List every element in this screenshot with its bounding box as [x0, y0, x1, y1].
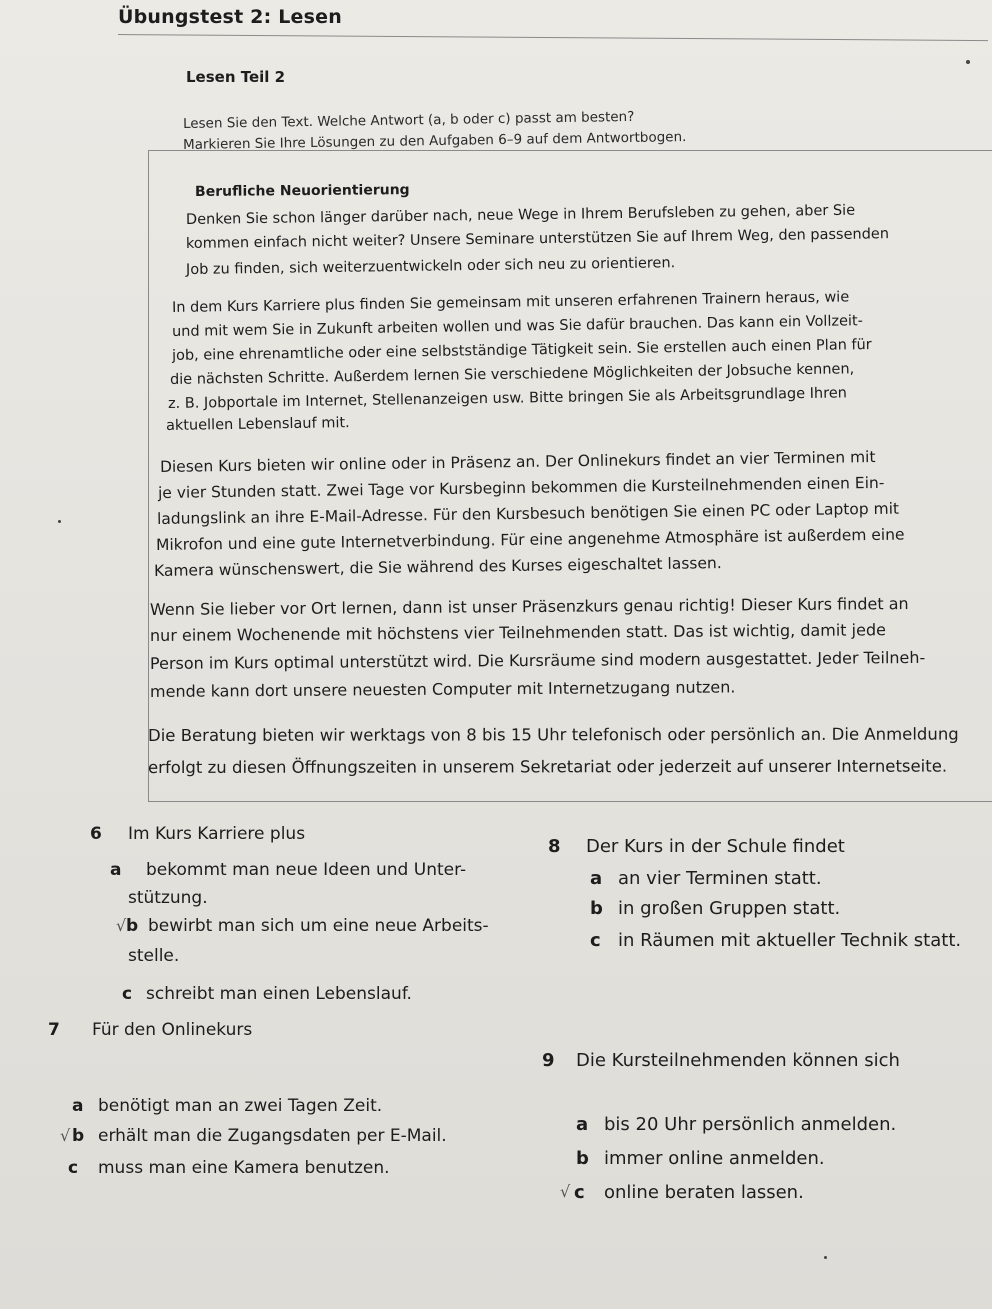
text-p3-line-1: Diesen Kurs bieten wir online oder in Präsenz an. Der Onlinekurs findet an vier Terminen mit	[159, 448, 876, 476]
text-p5-line-1: Die Beratung bieten wir werktags von 8 bis 15 Uhr telefonisch oder persönlich an. Die Anmeldung	[147, 724, 959, 745]
question-8-stem: Der Kurs in der Schule findet	[586, 836, 845, 857]
text-p3-line-4: Mikrofon und eine gute Internetverbindung. Für eine angenehme Atmosphäre ist außerdem eine	[155, 525, 905, 554]
question-8-option-b-letter: b	[590, 898, 603, 919]
text-p2-line-1: In dem Kurs Karriere plus finden Sie gemeinsam mit unseren erfahrenen Trainern heraus, wie	[171, 289, 850, 316]
question-6-option-a-line-2: stützung.	[128, 888, 208, 908]
text-p2-line-2: und mit wem Sie in Zukunft arbeiten wollen und was Sie dafür brauchen. Das kann ein Vollzeit-	[171, 313, 864, 340]
question-6-number: 6	[90, 824, 102, 844]
question-9-stem: Die Kursteilnehmenden können sich	[576, 1050, 900, 1071]
question-7-option-c: muss man eine Kamera benutzen.	[98, 1158, 390, 1178]
question-6-option-a-line-1: bekommt man neue Ideen und Unter-	[146, 860, 467, 880]
text-p3-line-5: Kamera wünschenswert, die Sie während des Kurses eigeschaltet lassen.	[153, 554, 722, 580]
section-title: Lesen Teil 2	[186, 68, 286, 86]
question-9-option-c: online beraten lassen.	[604, 1182, 804, 1203]
question-8-option-a: an vier Terminen statt.	[618, 868, 822, 889]
question-6-option-c: schreibt man einen Lebenslauf.	[146, 984, 412, 1004]
question-6-option-b-line-2: stelle.	[128, 946, 180, 966]
question-7-stem: Für den Onlinekurs	[92, 1020, 253, 1040]
text-p3-line-2: je vier Stunden statt. Zwei Tage vor Kursbeginn bekommen die Kursteilnehmenden einen Ein-	[157, 473, 885, 502]
question-9-option-b: immer online anmelden.	[604, 1148, 825, 1169]
page-title: Übungstest 2: Lesen	[118, 6, 342, 28]
question-6-option-b-line-1: bewirbt man sich um eine neue Arbeits-	[148, 916, 489, 936]
question-7-option-b-letter: b	[72, 1126, 85, 1146]
text-p4-line-3: Person im Kurs optimal unterstützt wird. Die Kursräume sind modern ausgestattet. Jeder Teilneh-	[149, 647, 926, 673]
question-9-option-c-letter: c	[574, 1182, 585, 1203]
scan-speck	[966, 60, 970, 64]
text-p1-line-1: Denken Sie schon länger darüber nach, neue Wege in Ihrem Berufsleben zu gehen, aber Sie	[185, 202, 856, 228]
handwritten-check-q7b: √	[60, 1126, 71, 1145]
text-p2-line-4: die nächsten Schritte. Außerdem lernen Sie verschiedene Möglichkeiten der Jobsuche kennen,	[169, 361, 855, 388]
question-7-option-c-letter: c	[68, 1158, 79, 1178]
text-p4-line-4: mende kann dort unsere neuesten Computer mit Internetzugang nutzen.	[149, 677, 736, 701]
text-p4-line-1: Wenn Sie lieber vor Ort lernen, dann ist unser Präsenzkurs genau richtig! Dieser Kurs findet an	[149, 594, 909, 619]
text-p5-line-2: erfolgt zu diesen Öffnungszeiten in unserem Sekretariat oder jederzeit auf unserer Internetseite.	[147, 756, 948, 777]
question-8-option-a-letter: a	[590, 868, 603, 889]
question-9-number: 9	[542, 1050, 555, 1071]
question-6-option-a-letter: a	[110, 860, 122, 880]
question-8-option-b: in großen Gruppen statt.	[618, 898, 841, 919]
text-p2-line-5: z. B. Jobportale im Internet, Stellenanzeigen usw. Bitte bringen Sie als Arbeitsgrundlage Ihren	[167, 385, 848, 412]
text-p1-line-2: kommen einfach nicht weiter? Unsere Seminare unterstützen Sie auf Ihrem Weg, den passenden	[185, 226, 890, 252]
text-title: Berufliche Neuorientierung	[194, 182, 410, 200]
question-8-option-c: in Räumen mit aktueller Technik statt.	[618, 930, 962, 951]
question-7-option-a: benötigt man an zwei Tagen Zeit.	[98, 1096, 383, 1116]
question-6-option-c-letter: c	[122, 984, 133, 1004]
text-p4-line-2: nur einem Wochenende mit höchstens vier Teilnehmenden statt. Das ist wichtig, damit jede	[149, 620, 886, 645]
question-8-number: 8	[548, 836, 561, 857]
question-9-option-a: bis 20 Uhr persönlich anmelden.	[604, 1114, 897, 1135]
question-9-option-b-letter: b	[576, 1148, 589, 1169]
instruction-line-1: Lesen Sie den Text. Welche Antwort (a, b oder c) passt am besten?	[182, 108, 635, 132]
question-7-option-b: erhält man die Zugangsdaten per E-Mail.	[98, 1126, 447, 1146]
text-p2-line-6: aktuellen Lebenslauf mit.	[165, 415, 350, 434]
handwritten-check-q9c: √	[560, 1182, 571, 1201]
handwritten-check-q6b: √	[116, 916, 127, 935]
scan-speck	[824, 1256, 827, 1259]
question-9-option-a-letter: a	[576, 1114, 589, 1135]
question-6-stem: Im Kurs Karriere plus	[128, 824, 306, 844]
text-p3-line-3: ladungslink an ihre E-Mail-Adresse. Für den Kursbesuch benötigen Sie einen PC oder Laptop mit	[156, 499, 900, 528]
text-p1-line-3: Job zu finden, sich weiterzuentwickeln oder sich neu zu orientieren.	[185, 255, 676, 278]
question-8-option-c-letter: c	[590, 930, 601, 951]
instruction-line-2: Markieren Sie Ihre Lösungen zu den Aufgaben 6–9 auf dem Antwortbogen.	[182, 129, 687, 153]
question-6-option-b-letter: b	[126, 916, 139, 936]
question-7-option-a-letter: a	[72, 1096, 84, 1116]
scan-speck	[58, 520, 61, 523]
question-7-number: 7	[48, 1020, 60, 1040]
text-p2-line-3: job, eine ehrenamtliche oder eine selbstständige Tätigkeit sein. Sie erstellen auch einen Plan für	[171, 337, 872, 364]
